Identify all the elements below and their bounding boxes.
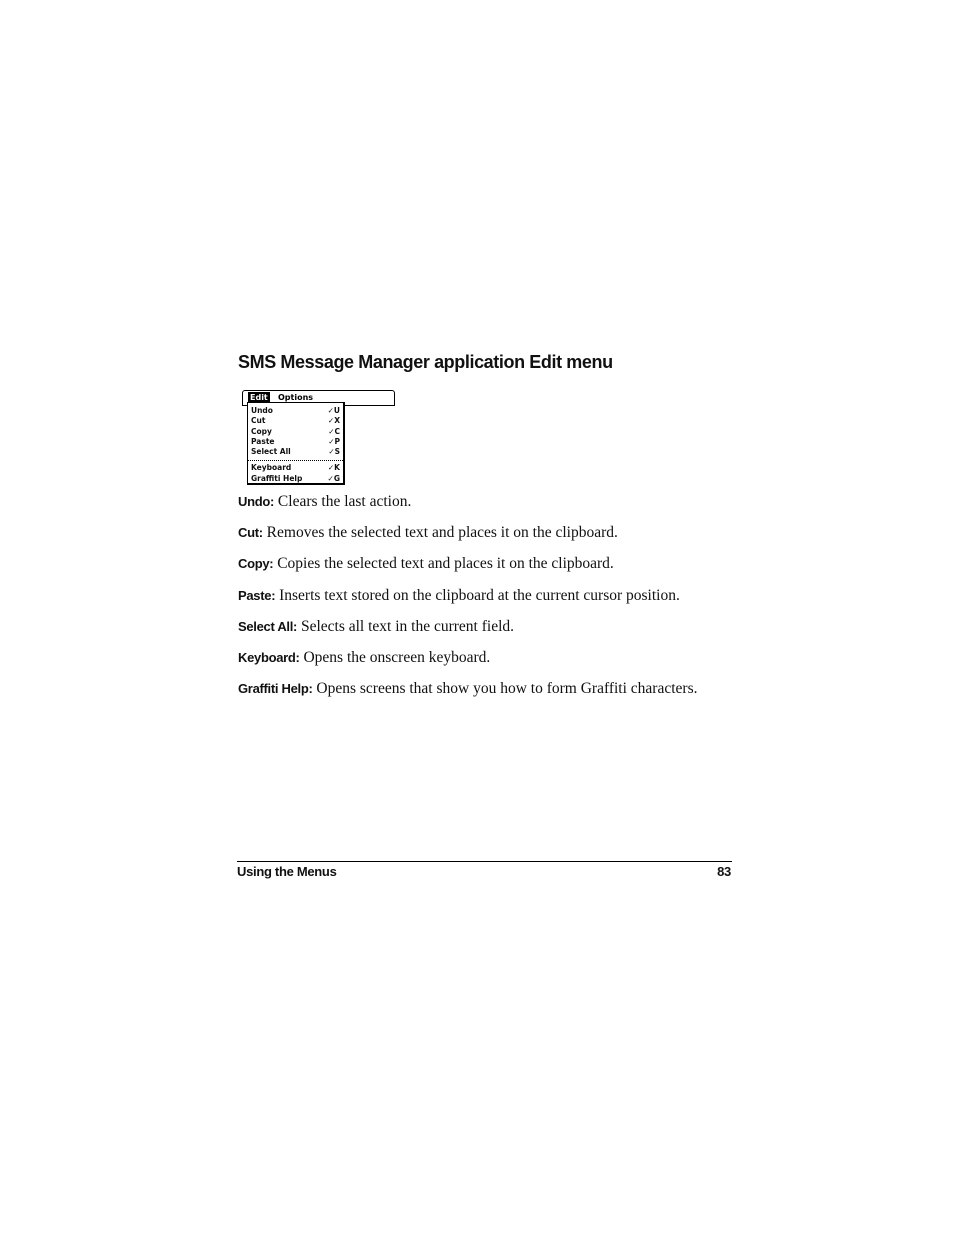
definition-graffiti-help <box>238 676 758 707</box>
definition-term: Copy: <box>238 556 274 572</box>
menu-item-shortcut: ✓G <box>327 473 340 483</box>
footer-rule <box>237 861 732 862</box>
menu-item-cut <box>248 416 343 426</box>
edit-menu-screenshot <box>242 390 395 485</box>
menu-options: Options <box>278 393 314 402</box>
definition-term: Undo: <box>238 494 275 509</box>
menu-separator <box>248 460 343 461</box>
definition-keyboard <box>238 645 758 676</box>
definition-text: Copies the selected text and places it on the clipboard. <box>273 555 614 573</box>
menu-item-label: Cut <box>251 416 266 426</box>
definition-term: Paste: <box>238 587 276 603</box>
menu-item-label: Graffiti Help <box>251 473 303 483</box>
page-number: 83 <box>717 864 731 879</box>
definition-term: Select All: <box>238 618 298 634</box>
definition-cut <box>238 520 758 551</box>
menu-item-shortcut: ✓S <box>328 447 340 457</box>
definition-select-all <box>238 614 758 645</box>
menu-item-label: Keyboard <box>251 463 292 473</box>
menu-item-shortcut: ✓P <box>328 436 340 446</box>
definition-text: Inserts text stored on the clipboard at the current cursor position. <box>275 586 680 604</box>
definition-term: Graffiti Help: <box>238 681 313 697</box>
definition-copy <box>238 551 758 582</box>
menu-edit: Edit <box>250 393 268 402</box>
menu-item-paste <box>248 437 343 447</box>
definition-text: Clears the last action. <box>274 493 412 510</box>
menu-item-label: Paste <box>251 436 275 446</box>
menu-item-copy <box>248 427 343 437</box>
menu-item-graffiti-help <box>248 474 343 484</box>
footer-section-title: Using the Menus <box>237 864 337 879</box>
menu-item-undo <box>248 406 343 416</box>
definition-term: Cut: <box>238 525 263 541</box>
menu-item-keyboard <box>248 463 343 473</box>
definition-text: Selects all text in the current field. <box>297 617 515 635</box>
menu-item-shortcut: ✓U <box>327 406 340 415</box>
menu-item-shortcut: ✓C <box>328 426 340 436</box>
definition-list <box>238 489 758 707</box>
definition-text: Opens screens that show you how to form Graffiti characters. <box>312 680 698 698</box>
definition-undo <box>238 489 758 520</box>
definition-term: Keyboard: <box>238 649 300 665</box>
section-heading: SMS Message Manager application Edit menu <box>238 352 613 372</box>
menu-item-label: Select All <box>251 447 291 457</box>
menu-item-label: Undo <box>251 406 273 415</box>
definition-text: Opens the onscreen keyboard. <box>299 648 491 666</box>
edit-dropdown <box>247 402 345 485</box>
definition-text: Removes the selected text and places it on the clipboard. <box>262 524 618 542</box>
menu-item-select-all <box>248 447 343 457</box>
menu-item-shortcut: ✓X <box>327 416 340 426</box>
menu-item-label: Copy <box>251 426 272 436</box>
menu-item-shortcut: ✓K <box>327 463 340 473</box>
definition-paste <box>238 583 758 614</box>
